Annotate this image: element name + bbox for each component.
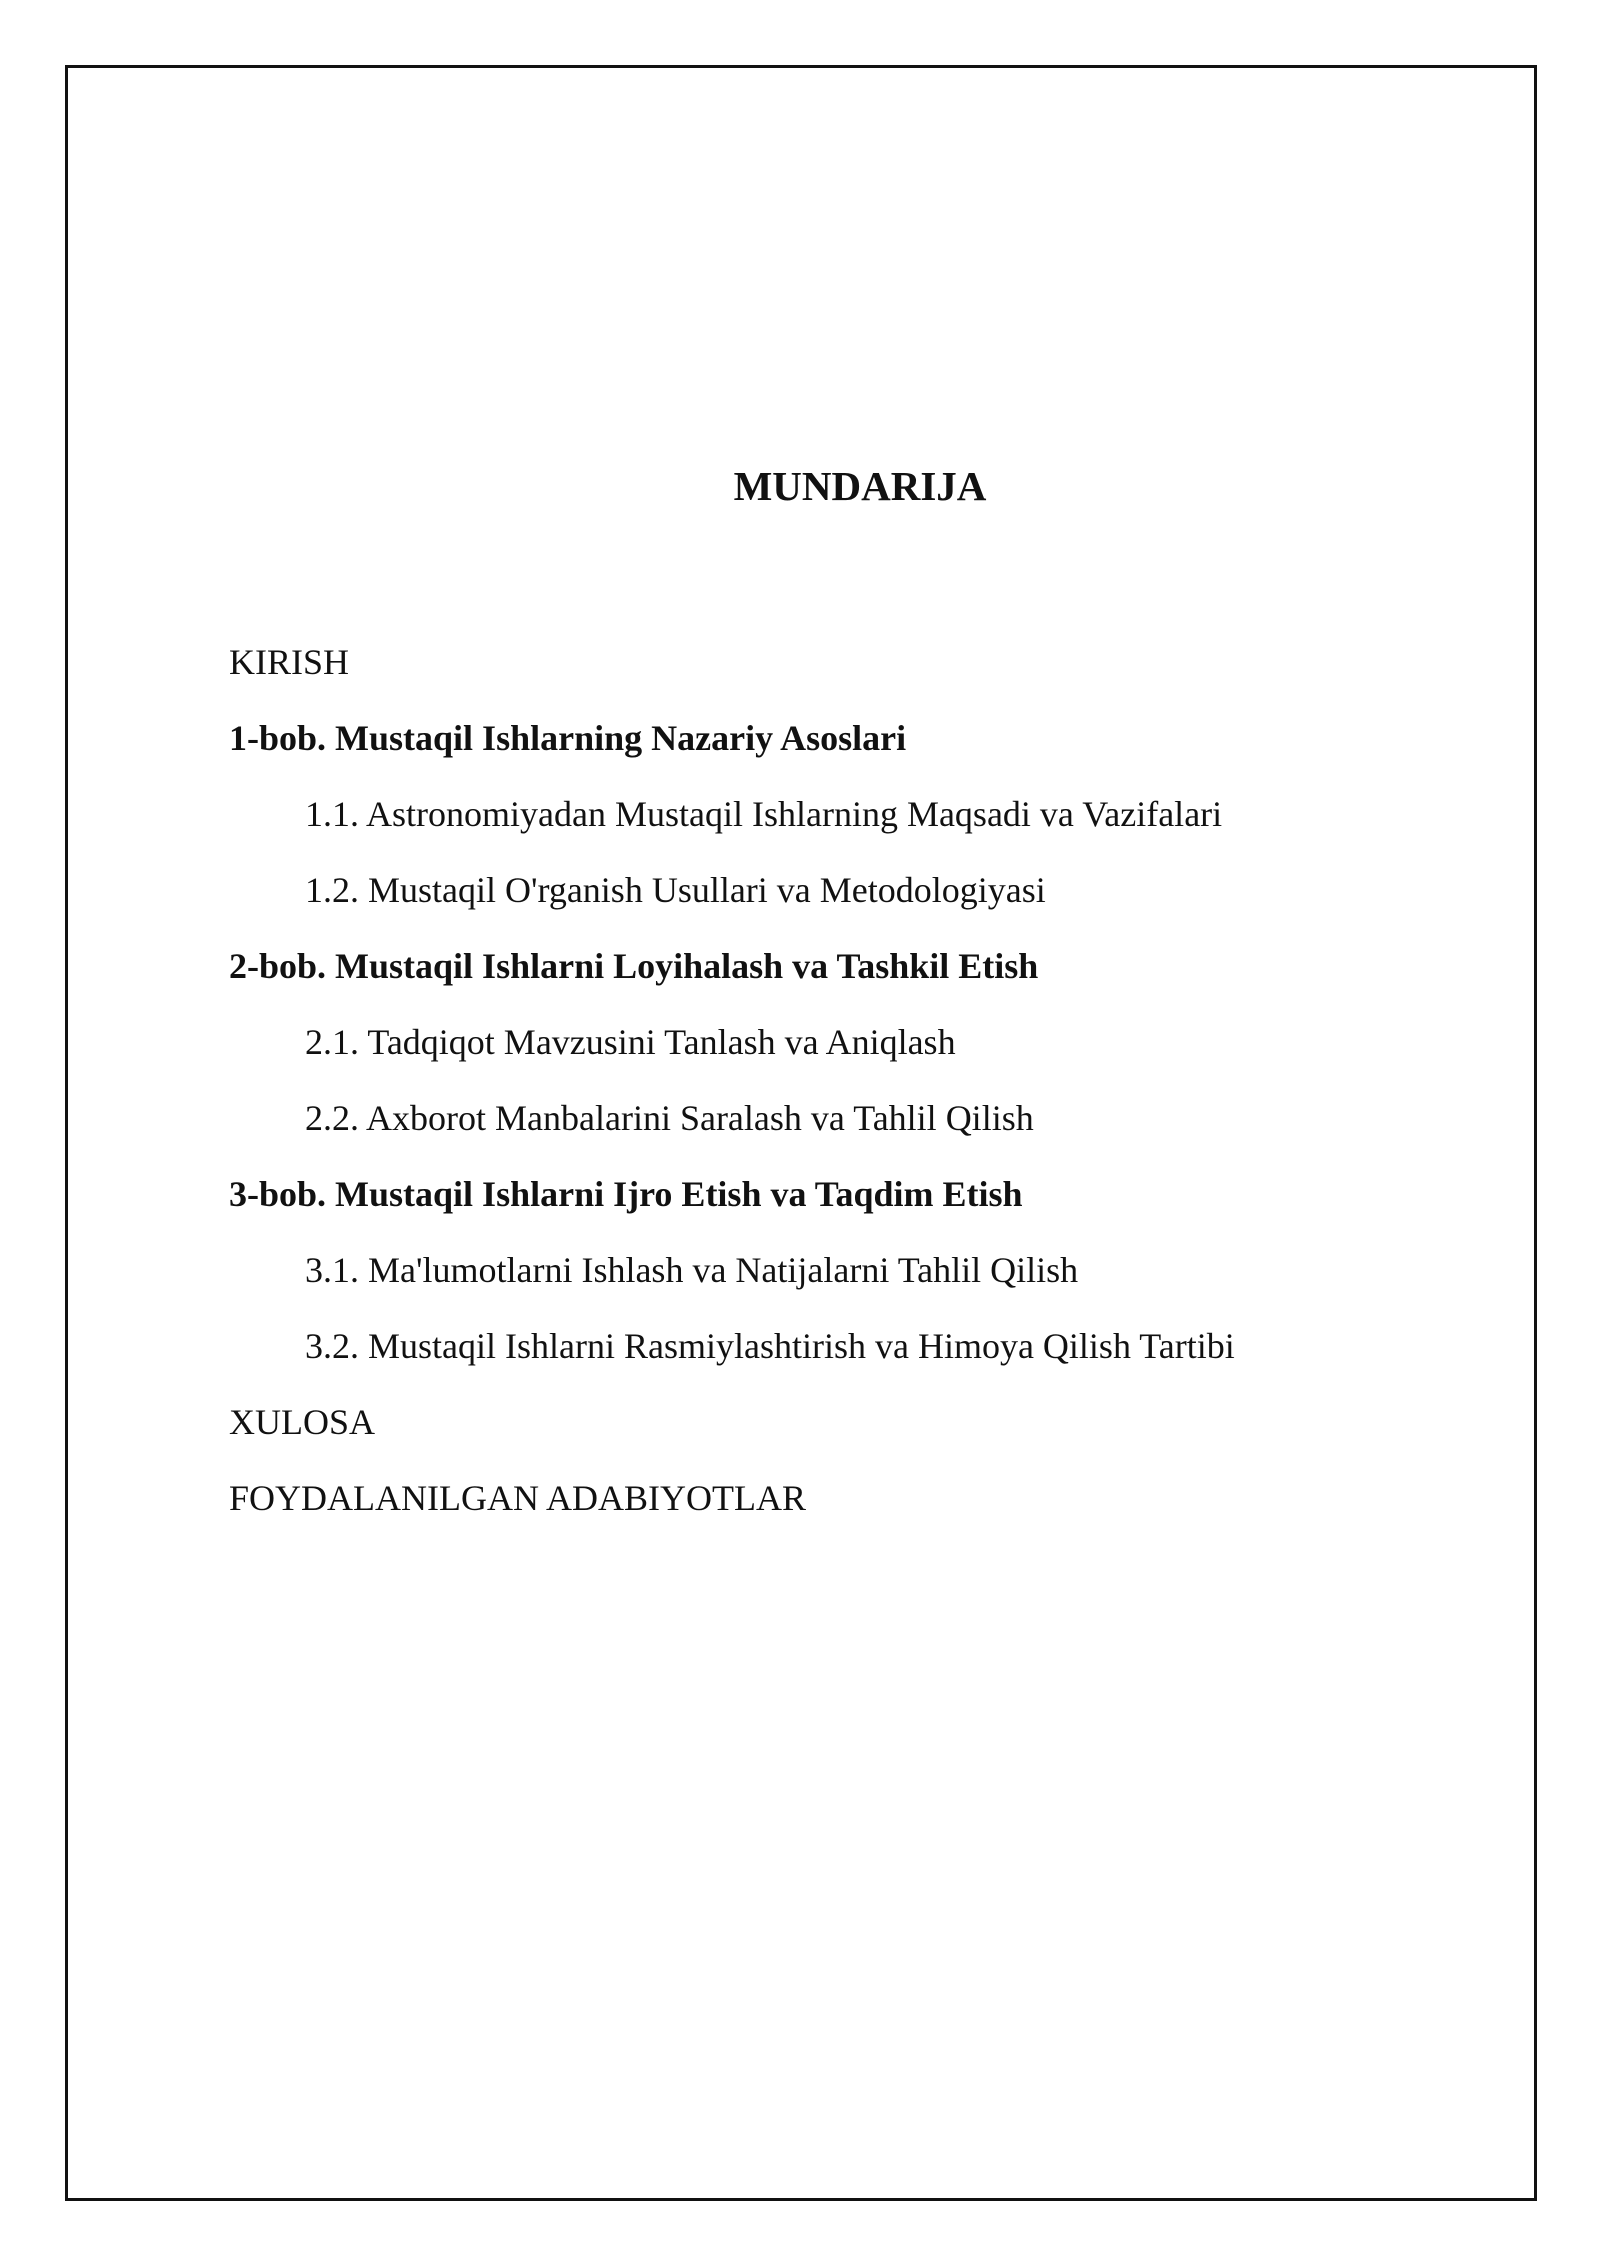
toc-section-2-2: 2.2. Axborot Manbalarini Saralash va Tahlil Qilish [305, 1098, 1034, 1138]
toc-section-1-2: 1.2. Mustaqil O'rganish Usullari va Metodologiyasi [305, 870, 1046, 910]
toc-chapter-1: 1-bob. Mustaqil Ishlarning Nazariy Asoslari [229, 718, 907, 758]
toc-item-kirish: KIRISH [229, 642, 350, 682]
toc-chapter-2: 2-bob. Mustaqil Ishlarni Loyihalash va Tashkil Etish [229, 946, 1039, 986]
toc-section-3-1: 3.1. Ma'lumotlarni Ishlash va Natijalarni Tahlil Qilish [305, 1250, 1079, 1290]
toc-item-adabiyotlar: FOYDALANILGAN ADABIYOTLAR [229, 1478, 806, 1518]
toc-section-2-1: 2.1. Tadqiqot Mavzusini Tanlash va Aniqlash [305, 1022, 956, 1062]
toc-section-1-1: 1.1. Astronomiyadan Mustaqil Ishlarning Maqsadi va Vazifalari [305, 794, 1223, 834]
toc-item-xulosa: XULOSA [229, 1402, 376, 1442]
table-of-contents [229, 638, 1449, 1550]
toc-chapter-3: 3-bob. Mustaqil Ishlarni Ijro Etish va Taqdim Etish [229, 1174, 1023, 1214]
toc-section-3-2: 3.2. Mustaqil Ishlarni Rasmiylashtirish va Himoya Qilish Tartibi [305, 1326, 1235, 1366]
page-title: MUNDARIJA [733, 463, 987, 509]
